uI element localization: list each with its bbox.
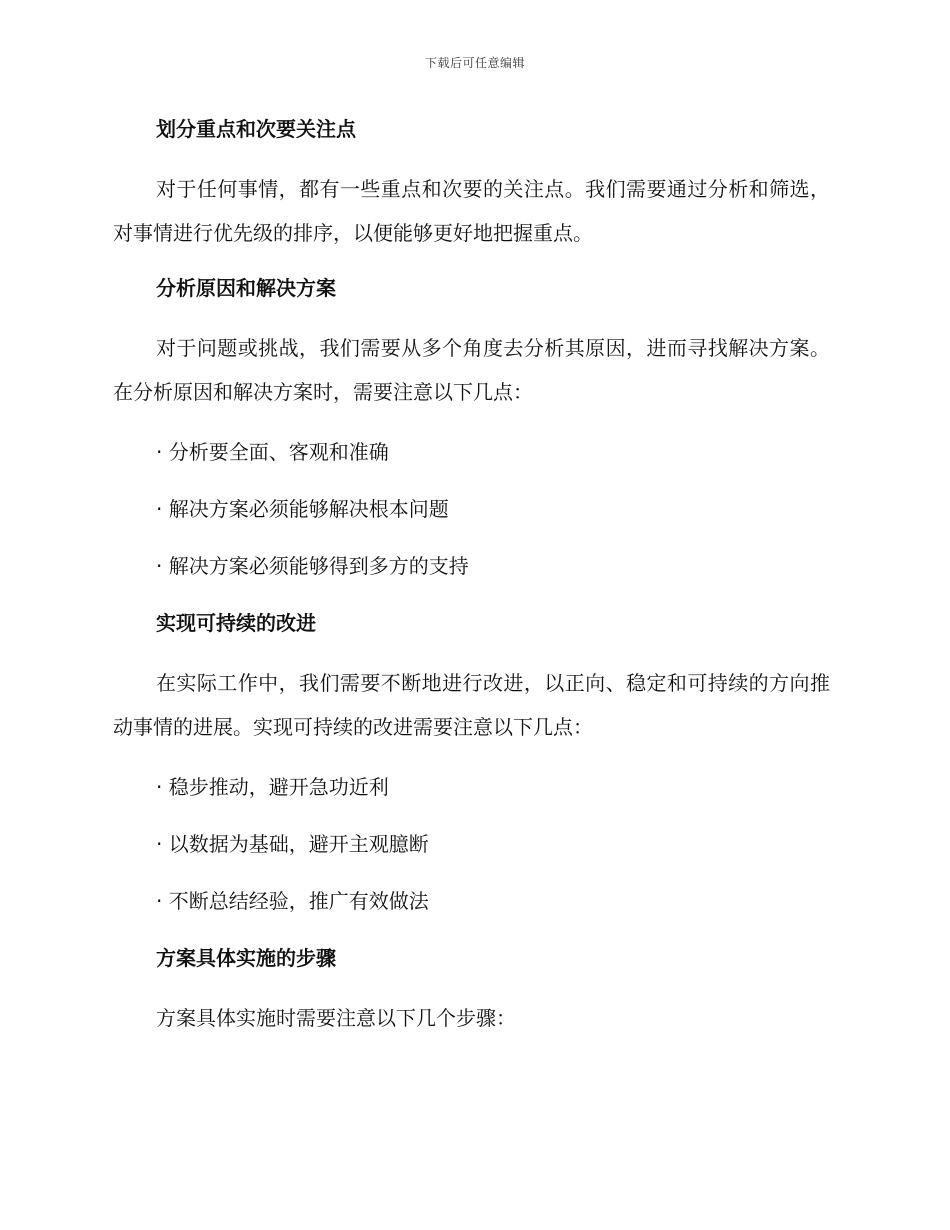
document-body <box>113 110 830 1040</box>
section-heading: 方案具体实施的步骤 <box>156 946 336 970</box>
section-paragraph: 对于任何事情，都有一些重点和次要的关注点。我们需要通过分析和筛选，对事情进行优先级的排序，以便能够更好地把握重点。 <box>113 177 830 245</box>
bullet-item: · 解决方案必须能够解决根本问题 <box>156 497 449 521</box>
header-note: 下载后可任意编辑 <box>424 56 525 70</box>
section-heading: 实现可持续的改进 <box>156 611 316 635</box>
bullet-item: · 稳步推动，避开急功近利 <box>156 775 389 799</box>
bullet-item: · 分析要全面、客观和准确 <box>156 440 389 464</box>
section-paragraph: 对于问题或挑战，我们需要从多个角度去分析其原因，进而寻找解决方案。在分析原因和解决方案时，需要注意以下几点： <box>113 336 830 404</box>
section-paragraph: 方案具体实施时需要注意以下几个步骤： <box>156 1006 516 1030</box>
bullet-item: · 不断总结经验，推广有效做法 <box>156 889 429 913</box>
bullet-item: · 解决方案必须能够得到多方的支持 <box>156 554 469 578</box>
section-heading: 划分重点和次要关注点 <box>156 117 356 141</box>
bullet-item: · 以数据为基础，避开主观臆断 <box>156 832 429 856</box>
section-heading: 分析原因和解决方案 <box>156 276 336 300</box>
section-paragraph: 在实际工作中，我们需要不断地进行改进，以正向、稳定和可持续的方向推动事情的进展。实现可持续的改进需要注意以下几点： <box>113 671 830 739</box>
